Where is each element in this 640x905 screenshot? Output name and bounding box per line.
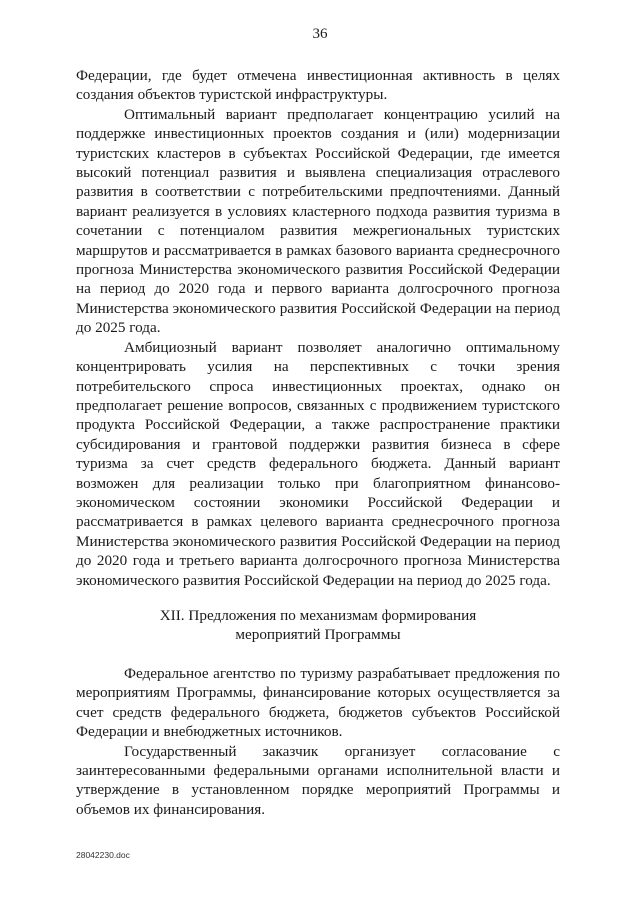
section-heading-line-2: мероприятий Программы bbox=[235, 626, 401, 644]
paragraph-optimal-variant: Оптимальный вариант предполагает концентрацию усилий на поддержке инвестиционных проектов создания и (или) модернизации туристских кластеров в субъектах Российской Федерации, где имеется высокий потенциал развития и выявлена специализация отраслевого развития в соответствии с потребительскими предпочтениями. Данный вариант реализуется в условиях кластерного подхода развития туризма в сочетании с потенциалом развития межрегиональных туристских маршрутов и рассматривается в рамках базового варианта среднесрочного прогноза Министерства экономического развития Российской Федерации на период до 2020 года и первого варианта долгосрочного прогноза Министерства экономического развития Российской Федерации на период до 2025 года. bbox=[76, 105, 560, 337]
footer-filename: 28042230.doc bbox=[76, 850, 130, 860]
page-number: 36 bbox=[312, 26, 328, 42]
section-text bbox=[76, 664, 560, 819]
main-text bbox=[76, 66, 560, 590]
section-heading bbox=[76, 606, 560, 645]
paragraph-continuation: Федерации, где будет отмечена инвестиционная активность в целях создания объектов туристской инфраструктуры. bbox=[76, 67, 560, 104]
paragraph-state-customer: Государственный заказчик организует согласование с заинтересованными федеральными органами исполнительной власти и утверждение в установленном порядке мероприятий Программы и объемов их финансирования. bbox=[76, 742, 560, 818]
paragraph-ambitious-variant: Амбициозный вариант позволяет аналогично оптимальному концентрировать усилия на перспективных с точки зрения потребительского спроса инвестиционных проектах, однако он предполагает решение вопросов, связанных с продвижением туристского продукта Российской Федерации, а также распространение практики субсидирования и грантовой поддержки развития бизнеса в сфере туризма за счет средств федерального бюджета. Данный вариант возможен для реализации только при благоприятном финансово-экономическом состоянии экономики Российской Федерации и рассматривается в рамках целевого варианта среднесрочного прогноза Министерства экономического развития Российской Федерации на период до 2020 года и третьего варианта долгосрочного прогноза Министерства экономического развития Российской Федерации на период до 2025 года. bbox=[76, 338, 560, 589]
paragraph-agency-proposals: Федеральное агентство по туризму разрабатывает предложения по мероприятиям Программы, финансирование которых осуществляется за счет средств федерального бюджета, бюджетов субъектов Российской Федерации и внебюджетных источников. bbox=[76, 665, 560, 741]
section-heading-line-1: XII. Предложения по механизмам формирования bbox=[159, 607, 477, 624]
